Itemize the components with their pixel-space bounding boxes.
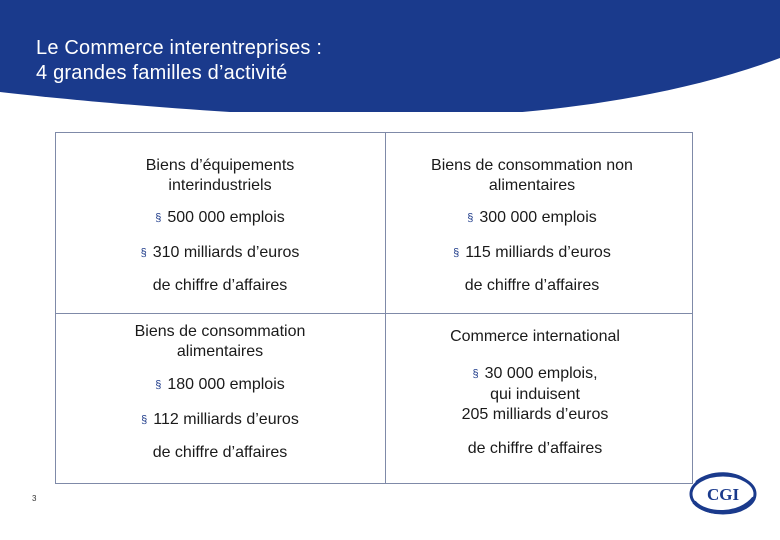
title-line-1: Le Commerce interentreprises :: [36, 37, 323, 59]
page-title: [36, 36, 322, 86]
cgi-logo: [688, 468, 758, 518]
cgi-logo-graphic: [688, 468, 758, 518]
cell-bullet-2: [100, 243, 340, 264]
cell-bullet-1: [400, 208, 664, 229]
cell-heading-line-1: Biens de consommation non: [431, 157, 633, 174]
bullet-text: 30 000 emplois,: [484, 365, 598, 382]
logo-text: CGI: [706, 485, 740, 504]
bullet-icon: §: [141, 414, 148, 426]
bullet-text: 112 milliards d’euros: [153, 411, 299, 428]
bullet-icon: §: [155, 379, 162, 391]
cell-heading-line-2: alimentaires: [176, 343, 264, 360]
cell-bullet-1: [100, 208, 340, 229]
bullet-icon: §: [140, 247, 147, 259]
grid-vertical-divider: [385, 132, 386, 484]
cell-bullet-2: [400, 243, 664, 264]
grid-horizontal-divider: [55, 313, 693, 314]
cell-bullet-1: [100, 375, 340, 396]
cell-line-3: 205 milliards d’euros: [461, 406, 609, 423]
bullet-text: 180 000 emplois: [167, 376, 285, 393]
cell-bullet-2: [100, 410, 340, 431]
cell-heading-line-2: alimentaires: [488, 177, 576, 194]
title-line-2: 4 grandes familles d’activité: [36, 62, 288, 84]
bullet-icon: §: [155, 212, 162, 224]
cell-continuation: de chiffre d’affaires: [467, 440, 603, 457]
page-number: 3: [32, 494, 37, 503]
bullet-text: 500 000 emplois: [167, 209, 285, 226]
cell-line-2: qui induisent: [490, 386, 580, 403]
cell-heading-line-2: interindustriels: [168, 177, 272, 194]
cell-commerce-international: [400, 327, 670, 459]
cell-bullet-1: [400, 364, 670, 385]
bullet-text: 115 milliards d’euros: [465, 244, 611, 261]
bullet-icon: §: [467, 212, 474, 224]
cell-continuation: de chiffre d’affaires: [464, 277, 600, 294]
cell-biens-consommation-non-alimentaires: [400, 156, 664, 296]
bullet-icon: §: [472, 368, 479, 380]
header-banner: [0, 0, 780, 112]
bullet-icon: §: [453, 247, 460, 259]
cell-biens-equipements: [100, 156, 340, 296]
cell-heading-line-1: Biens d’équipements: [145, 157, 295, 174]
cell-heading: Commerce international: [450, 328, 620, 345]
bullet-text: 300 000 emplois: [479, 209, 597, 226]
cell-continuation: de chiffre d’affaires: [152, 277, 288, 294]
cell-continuation: de chiffre d’affaires: [152, 444, 288, 461]
cell-biens-consommation-alimentaires: [100, 322, 340, 463]
cell-heading-line-1: Biens de consommation: [134, 323, 306, 340]
bullet-text: 310 milliards d’euros: [152, 244, 300, 261]
